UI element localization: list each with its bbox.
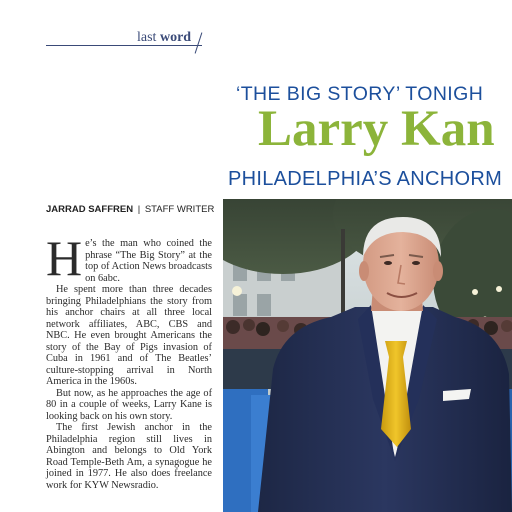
byline <box>46 204 214 215</box>
article-paragraph <box>46 230 212 286</box>
section-label <box>137 30 191 46</box>
headline-subtitle: PHILADELPHIA’S ANCHORM <box>228 168 503 190</box>
article-paragraph-text: e’s the man who coined the phrase “The Big Story” at the top of Action News broadcasts on 6abc. <box>85 238 212 284</box>
article-paragraph: But now, as he approaches the age of 80 in a couple of weeks, Larry Kane is looking back on his own story. <box>46 387 212 422</box>
headline-kicker: ‘THE BIG STORY’ TONIGH <box>236 83 484 105</box>
section-label-regular: last <box>137 30 160 45</box>
byline-name: JARRAD SAFFREN <box>46 204 134 215</box>
article-body <box>46 230 212 491</box>
article-paragraph: The first Jewish anchor in the Philadelphia region still lives in Abington and belongs to Old York Road Temple-Beth Am, a synagogue he joined in 1977. He also does freelance work for KYW Newsradio. <box>46 422 212 491</box>
section-slash <box>195 32 203 53</box>
headline-title: Larry Kan <box>258 101 495 157</box>
section-label-bold: word <box>159 30 192 45</box>
drop-cap: H <box>46 230 83 286</box>
byline-separator: | <box>137 204 141 215</box>
article-paragraph: He spent more than three decades bringing Philadelphians the story from his anchor chairs at all three local network affiliates, ABC, CBS and NBC. He even brought Americans the story of the Bay of Pigs invasion of Cuba in 1961 and of The Beatles’ culture-stopping arrival in North America in the 1960s. <box>46 284 212 387</box>
photo-illustration <box>223 199 512 512</box>
article-photo <box>223 199 512 512</box>
byline-role: STAFF WRITER <box>144 204 215 215</box>
